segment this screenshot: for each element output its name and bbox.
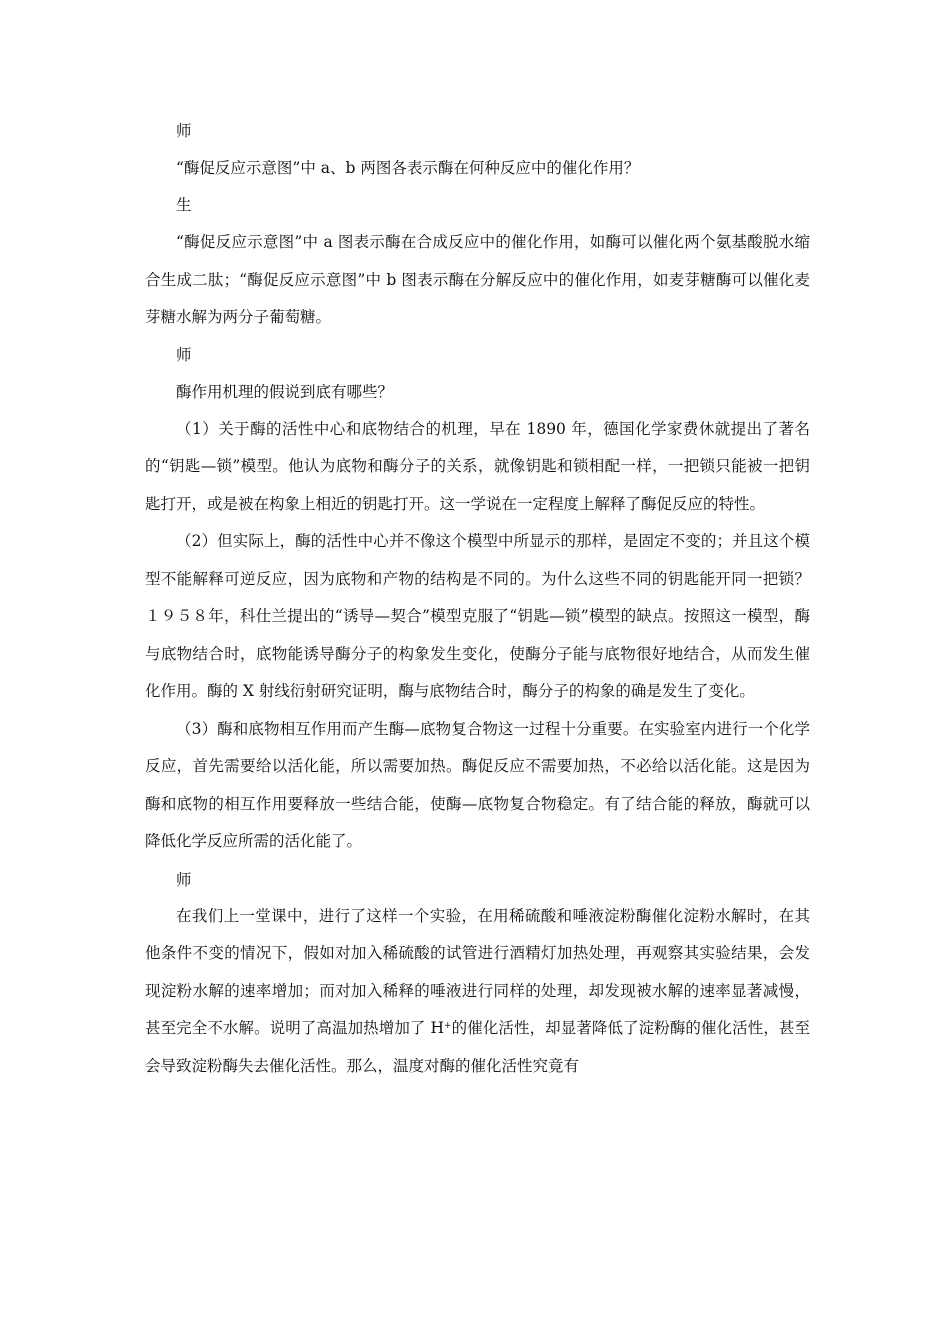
teacher-question-1: “酶促反应示意图”中 a、b 两图各表示酶在何种反应中的催化作用？ (176, 159, 640, 177)
speaker-teacher: 师 (176, 122, 192, 140)
hypothesis-paragraph-3: （3）酶和底物相互作用而产生酶—底物复合物这一过程十分重要。在实验室内进行一个化学反应，首先需要给以活化能，所以需要加热。酶促反应不需要加热，不必给以活化能。这是因为酶和底物的相互作用要释放一些结合能，使酶—底物复合物稳定。有了结合能的释放，酶就可以降低化学反应所需的活化能了。 (145, 719, 810, 850)
experiment-text-part2: 的催化活性，却显著降低了淀粉酶的催化活性，甚至会导致淀粉酶失去催化活性。那么，温度对酶的催化活性究竟有 (145, 1019, 810, 1075)
document-body (145, 120, 810, 1085)
speaker-teacher: 师 (176, 345, 192, 364)
speaker-student: 生 (176, 196, 192, 214)
teacher-question-2: 酶作用机理的假说到底有哪些？ (176, 382, 394, 401)
teacher-paragraph-experiment (145, 898, 810, 1086)
student-answer-1: “酶促反应示意图”中 a 图表示酶在合成反应中的催化作用，如酶可以催化两个氨基酸脱水缩合生成二肽；“酶促反应示意图”中 b 图表示酶在分解反应中的催化作用，如麦芽糖酶可以催化麦芽糖水解为两分子葡萄糖。 (145, 233, 810, 326)
experiment-text-part1: 在我们上一堂课中，进行了这样一个实验，在用稀硫酸和唾液淀粉酶催化淀粉水解时，在其他条件不变的情况下，假如对加入稀硫酸的试管进行酒精灯加热处理，再观察其实验结果，会发现淀粉水解的速率增加；而对加入稀释的唾液进行同样的处理，却发现被水解的速率显著减慢，甚至完全不水解。说明了高温加热增加了 H (145, 906, 810, 1037)
speaker-teacher: 师 (176, 870, 192, 889)
hydrogen-ion-superscript: + (444, 1021, 452, 1031)
hypothesis-paragraph-2: （2）但实际上，酶的活性中心并不像这个模型中所显示的那样，是固定不变的；并且这个模型不能解释可逆反应，因为底物和产物的结构是不同的。为什么这些不同的钥匙能开同一把锁？１９５８年，科仕兰提出的“诱导—契合”模型克服了“钥匙—锁”模型的缺点。按照这一模型，酶与底物结合时，底物能诱导酶分子的构象发生变化，使酶分子能与底物很好地结合，从而发生催化作用。酶的 X 射线衍射研究证明，酶与底物结合时，酶分子的构象的确是发生了变化。 (145, 532, 810, 700)
hypothesis-paragraph-1: （1）关于酶的活性中心和底物结合的机理，早在 1890 年，德国化学家费休就提出了著名的“钥匙—锁”模型。他认为底物和酶分子的关系，就像钥匙和锁相配一样，一把锁只能被一把钥匙打开，或是被在构象上相近的钥匙打开。这一学说在一定程度上解释了酶促反应的特性。 (145, 419, 810, 513)
